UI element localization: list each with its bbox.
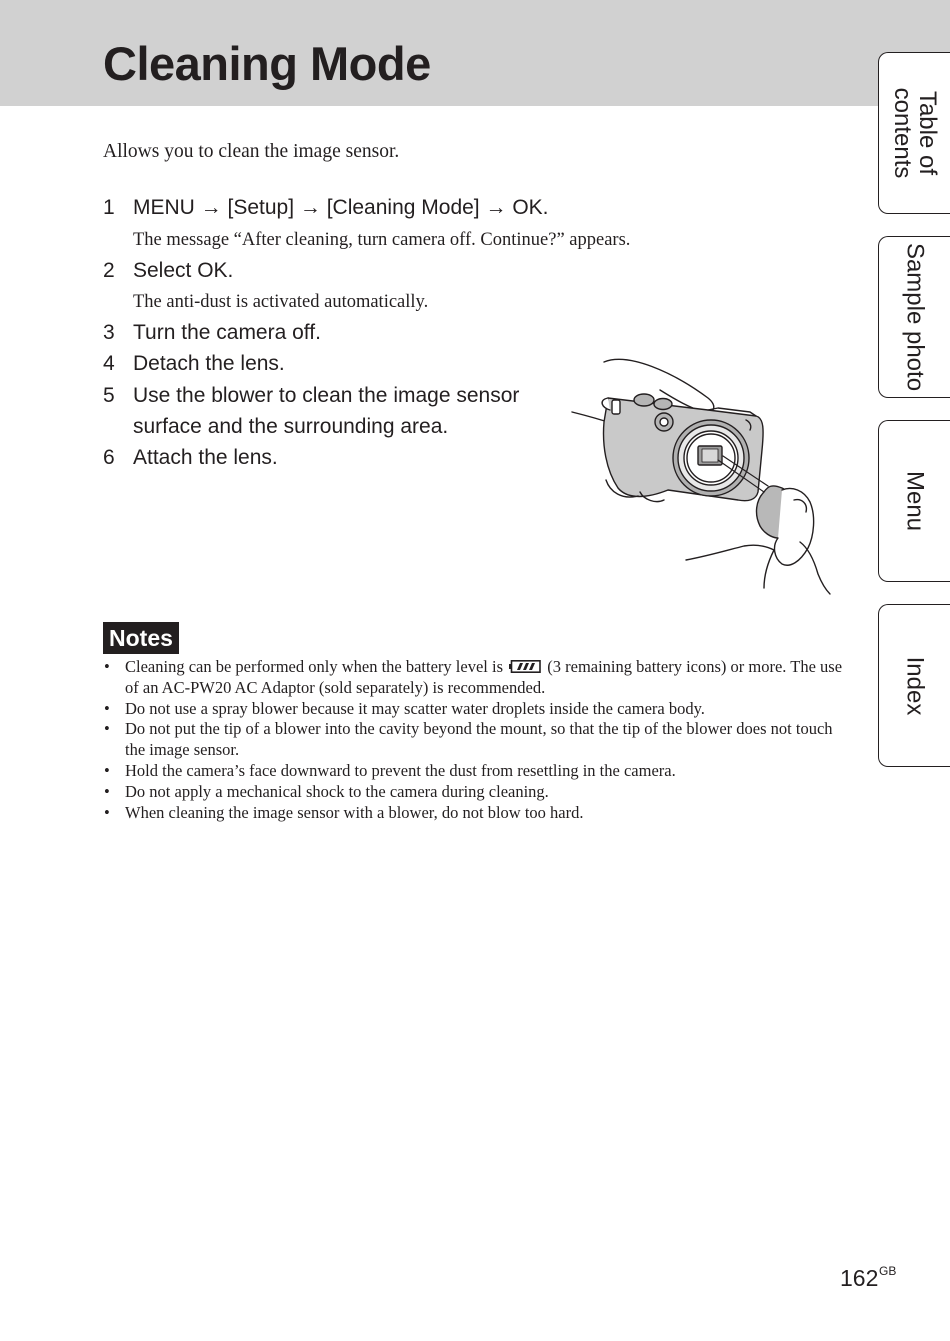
note-text: Cleaning can be performed only when the battery level is [125,657,503,676]
tab-index[interactable] [878,604,950,767]
camera-cleaning-illustration [568,350,838,595]
step-number: 3 [103,321,115,344]
notes-list [103,657,843,823]
step-number: 4 [103,352,115,375]
note-item: • Hold the camera’s face downward to prevent the dust from resettling in the camera. [103,761,843,782]
step-text: Turn the camera off. [133,321,321,344]
tab-menu[interactable] [878,420,950,582]
note-item: • Do not apply a mechanical shock to the camera during cleaning. [103,782,843,803]
tab-label: Index [901,656,928,715]
step-text: Attach the lens. [133,446,278,469]
tab-sample-photo[interactable] [878,236,950,398]
step-number: 5 [103,384,115,407]
step-text: MENU → [Setup] → [Cleaning Mode] → OK. [133,196,549,219]
step-text: Use the blower to clean the image sensor [133,384,520,407]
note-item: • Do not put the tip of a blower into the cavity beyond the mount, so that the tip of the blower does not touch the image sensor. [103,719,843,761]
note-item: • Do not use a spray blower because it may scatter water droplets inside the camera body. [103,699,843,720]
step-text: Select OK. [133,259,234,282]
notes-heading: Notes [103,622,179,654]
battery-icon [509,658,541,671]
intro-text: Allows you to clean the image sensor. [103,141,400,162]
note-item [103,657,843,699]
step-number: 2 [103,259,115,282]
step-text: surface and the surrounding area. [133,415,449,438]
page-number: 162 [840,1265,879,1291]
step-2-note: The anti-dust is activated automatically. [133,292,429,312]
page-number-suffix: GB [879,1264,897,1278]
battery-icon-graphic [509,660,541,673]
step-text: Detach the lens. [133,352,285,375]
tab-label: Menu [901,470,928,532]
note-text: (3 remaining battery icons) or more. The use of an AC-PW20 AC Adaptor (sold separately) is recommended. [125,657,843,697]
step-1-note: The message “After cleaning, turn camera off. Continue?” appears. [133,230,631,250]
step-number: 6 [103,446,115,469]
note-item: • When cleaning the image sensor with a blower, do not blow too hard. [103,803,843,824]
page-title: Cleaning Mode [103,37,431,90]
tab-label: Sample photo [901,242,928,392]
tab-label: Table of contents [888,87,941,179]
step-number: 1 [103,196,115,219]
tab-table-of-contents[interactable] [878,52,950,214]
